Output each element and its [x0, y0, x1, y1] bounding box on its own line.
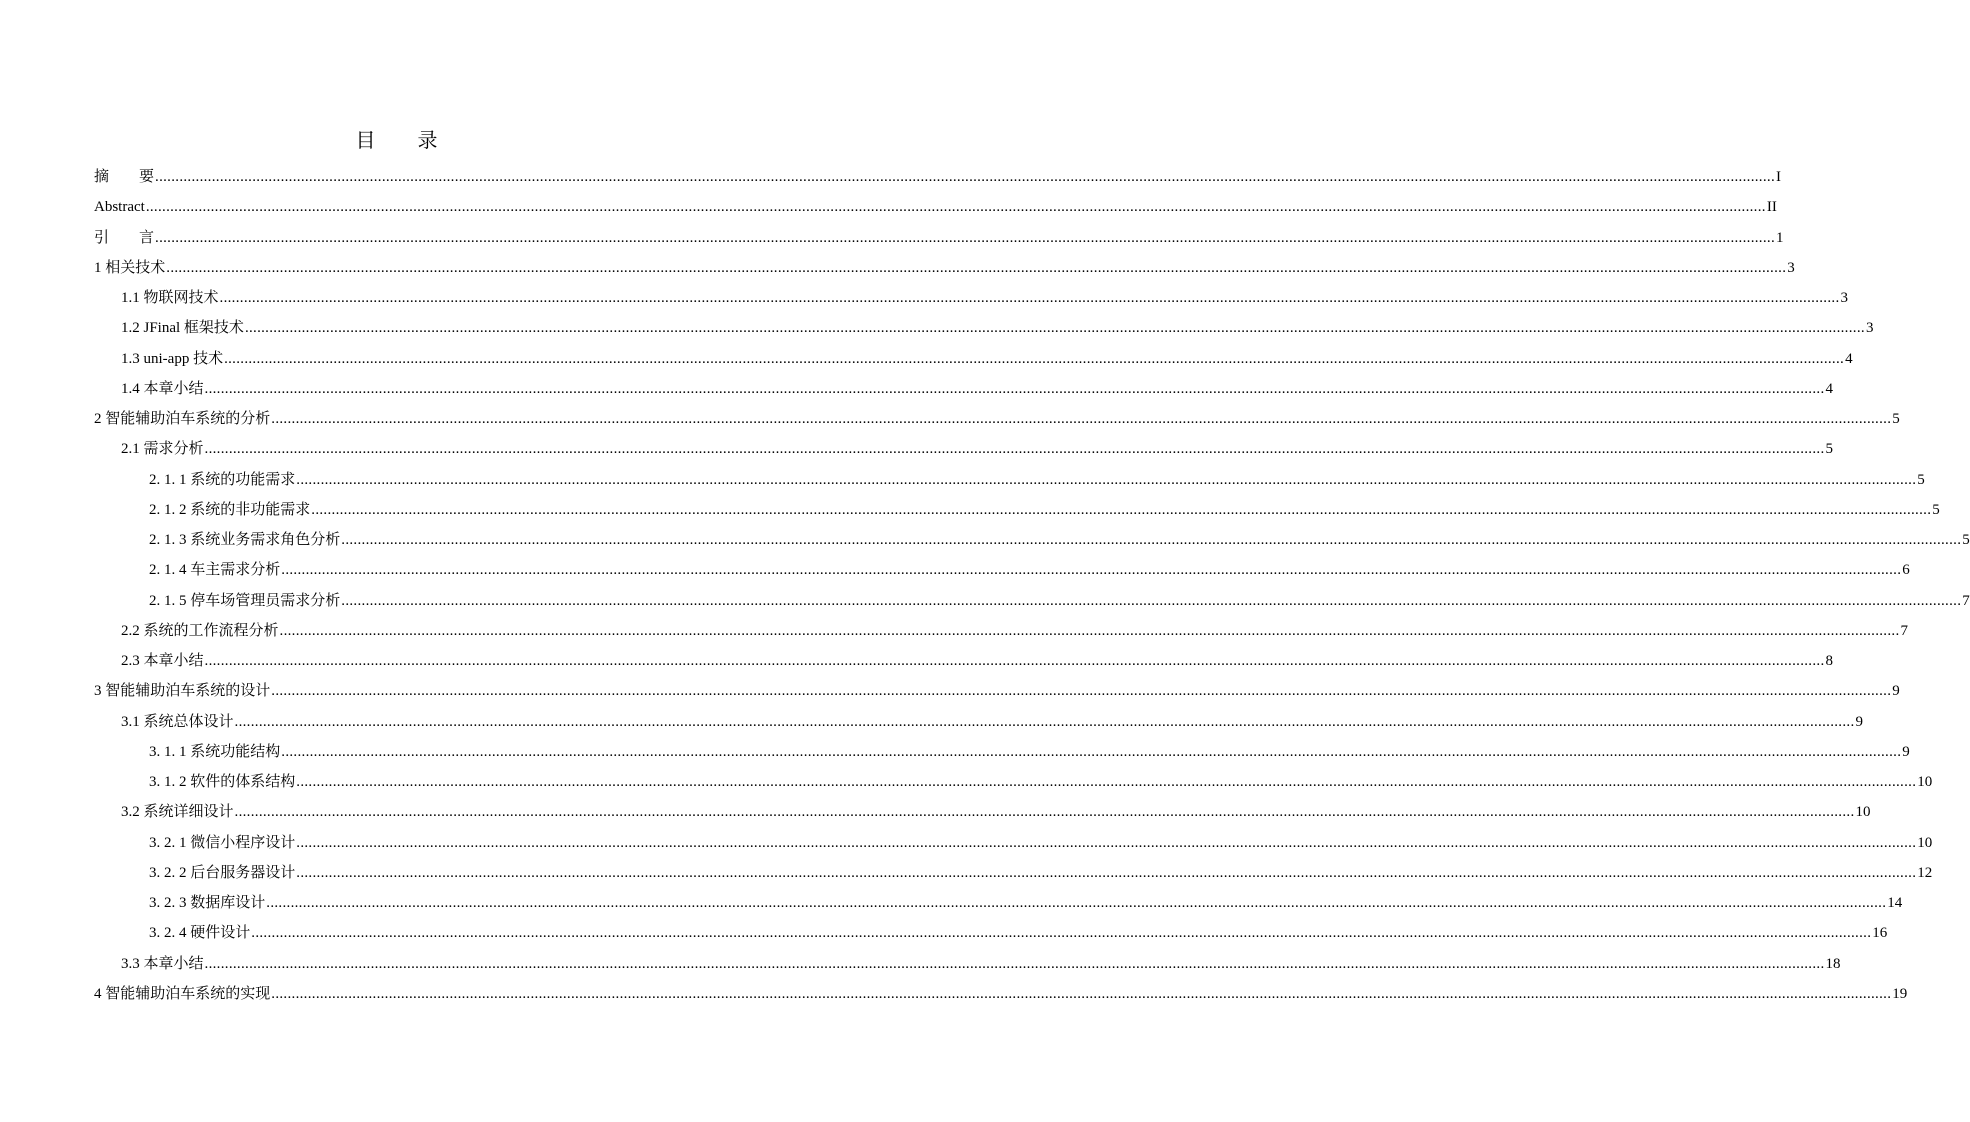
toc-entry-label: 2. 1. 5 停车场管理员需求分析 [149, 592, 341, 609]
toc-entry[interactable] [94, 974, 1908, 1004]
toc-dot-leader: ................................................................................................................................................................................................................................................................................................................................................................................................................ [296, 774, 1917, 790]
toc-dot-leader: ................................................................................................................................................................................................................................................................................................................................................................................................................ [271, 411, 1892, 427]
toc-entry[interactable] [121, 339, 1853, 369]
toc-entry[interactable] [149, 762, 1933, 792]
toc-entry[interactable] [121, 944, 1841, 974]
toc-page-number: 18 [1825, 955, 1841, 972]
toc-entry-label: 2. 1. 3 系统业务需求角色分析 [149, 532, 341, 548]
toc-entry[interactable] [121, 641, 1834, 671]
toc-entry-label: 2.1 需求分析 [121, 441, 204, 458]
toc-dot-leader: ................................................................................................................................................................................................................................................................................................................................................................................................................ [204, 653, 1825, 669]
toc-dot-leader: ................................................................................................................................................................................................................................................................................................................................................................................................................ [271, 683, 1892, 700]
toc-dot-leader: ................................................................................................................................................................................................................................................................................................................................................................................................................ [251, 925, 1872, 942]
toc-entry-label: 1.2 JFinal 框架技术 [121, 320, 244, 337]
toc-entry-label: 3.3 本章小结 [121, 955, 204, 972]
toc-page-number: 10 [1855, 804, 1871, 821]
toc-page-number: 7 [1962, 592, 1970, 609]
toc-page-number: 19 [1892, 985, 1908, 1002]
toc-page-number: 4 [1845, 350, 1853, 367]
toc-dot-leader: ................................................................................................................................................................................................................................................................................................................................................................................................................ [234, 804, 1855, 821]
toc-entry[interactable] [149, 520, 1970, 550]
toc-entry-label: 摘 要 [94, 169, 155, 185]
toc-dot-leader: ................................................................................................................................................................................................................................................................................................................................................................................................................ [296, 864, 1917, 881]
toc-page-number: 5 [1917, 471, 1925, 488]
toc-entry-label: Abstract [94, 199, 145, 216]
toc-entry-label: 1.3 uni-app 技术 [121, 350, 224, 367]
toc-entry-label: 2. 1. 1 系统的功能需求 [149, 471, 296, 488]
toc-entry[interactable] [149, 883, 1903, 913]
toc-page-number: 5 [1932, 501, 1940, 518]
toc-dot-leader: ................................................................................................................................................................................................................................................................................................................................................................................................................ [224, 350, 1845, 367]
toc-page-number: 14 [1887, 895, 1903, 911]
toc-entry-label: 3 智能辅助泊车系统的设计 [94, 683, 271, 700]
toc-page-number: 10 [1917, 774, 1933, 790]
toc-dot-leader: ................................................................................................................................................................................................................................................................................................................................................................................................................ [234, 713, 1855, 730]
toc-entry[interactable] [94, 671, 1900, 701]
title-char-1: 目 [355, 128, 376, 152]
page-title [0, 126, 793, 154]
toc-entry-label: 3. 2. 1 微信小程序设计 [149, 834, 296, 851]
toc-entry-label: 2. 1. 2 系统的非功能需求 [149, 501, 311, 518]
toc-entry-label: 2.3 本章小结 [121, 653, 204, 669]
toc-entry[interactable] [121, 308, 1874, 338]
toc-page-number: 3 [1787, 259, 1795, 276]
toc-entry[interactable] [149, 913, 1888, 943]
toc-dot-leader: ................................................................................................................................................................................................................................................................................................................................................................................................................ [204, 441, 1825, 458]
toc-dot-leader: ................................................................................................................................................................................................................................................................................................................................................................................................................ [296, 834, 1917, 851]
toc-entry-label: 1.1 物联网技术 [121, 290, 219, 306]
toc-page-number: 10 [1917, 834, 1933, 851]
toc-page-number: 12 [1917, 864, 1933, 881]
toc-entry-label: 引 言 [94, 229, 155, 246]
toc-entry-label: 1.4 本章小结 [121, 380, 204, 397]
toc-page-number: 5 [1962, 532, 1970, 548]
toc-entry[interactable] [149, 460, 1925, 490]
toc-page-number: 4 [1825, 380, 1834, 397]
toc-dot-leader: ................................................................................................................................................................................................................................................................................................................................................................................................................ [279, 622, 1900, 639]
toc-page-number: 1 [1776, 229, 1784, 246]
toc-entry[interactable] [121, 369, 1834, 399]
toc-page-number: II [1766, 199, 1777, 216]
toc-page-number: 9 [1892, 683, 1900, 700]
toc-entry[interactable] [121, 429, 1834, 459]
toc-page-number: 5 [1892, 411, 1900, 427]
toc-dot-leader: ................................................................................................................................................................................................................................................................................................................................................................................................................ [341, 532, 1962, 548]
toc-dot-leader: ................................................................................................................................................................................................................................................................................................................................................................................................................ [244, 320, 1865, 337]
toc-dot-leader: ................................................................................................................................................................................................................................................................................................................................................................................................................ [281, 562, 1902, 579]
toc-page-number: 5 [1825, 441, 1834, 458]
toc-entry-label: 3. 2. 4 硬件设计 [149, 925, 251, 942]
toc-entry[interactable] [149, 732, 1910, 762]
toc-entry[interactable] [94, 218, 1784, 248]
toc-entry[interactable] [149, 581, 1970, 611]
toc-entry-label: 3. 1. 2 软件的体系结构 [149, 774, 296, 790]
toc-entry-label: 2 智能辅助泊车系统的分析 [94, 411, 271, 427]
toc-page-number: 3 [1840, 290, 1849, 306]
toc-dot-leader: ................................................................................................................................................................................................................................................................................................................................................................................................................ [155, 229, 1776, 246]
toc-dot-leader: ................................................................................................................................................................................................................................................................................................................................................................................................................ [204, 955, 1825, 972]
toc-entry[interactable] [94, 248, 1795, 278]
toc-page-number: 16 [1872, 925, 1888, 942]
toc-dot-leader: ................................................................................................................................................................................................................................................................................................................................................................................................................ [166, 259, 1787, 276]
toc-dot-leader: ................................................................................................................................................................................................................................................................................................................................................................................................................ [266, 895, 1887, 911]
toc-entry[interactable] [121, 278, 1849, 308]
toc-entry[interactable] [94, 187, 1777, 217]
toc-dot-leader: ................................................................................................................................................................................................................................................................................................................................................................................................................ [311, 501, 1932, 518]
toc-entry[interactable] [149, 490, 1940, 520]
toc-entry[interactable] [149, 823, 1933, 853]
toc-page-number: 6 [1902, 562, 1910, 579]
toc-dot-leader: ................................................................................................................................................................................................................................................................................................................................................................................................................ [341, 592, 1962, 609]
toc-dot-leader: ................................................................................................................................................................................................................................................................................................................................................................................................................ [271, 985, 1892, 1002]
toc-page-number: I [1776, 169, 1782, 185]
toc-entry-label: 3. 2. 3 数据库设计 [149, 895, 266, 911]
toc-entry[interactable] [121, 611, 1909, 641]
toc-entry-label: 2.2 系统的工作流程分析 [121, 622, 279, 639]
toc-page-number: 9 [1902, 743, 1910, 760]
toc-dot-leader: ................................................................................................................................................................................................................................................................................................................................................................................................................ [219, 290, 1840, 306]
toc-dot-leader: ................................................................................................................................................................................................................................................................................................................................................................................................................ [296, 471, 1917, 488]
toc-entry[interactable] [121, 792, 1871, 822]
title-char-2: 录 [417, 128, 438, 152]
toc-dot-leader: ................................................................................................................................................................................................................................................................................................................................................................................................................ [145, 199, 1766, 216]
toc-entry[interactable] [121, 702, 1864, 732]
toc-entry-label: 3. 2. 2 后台服务器设计 [149, 864, 296, 881]
toc-page-number: 8 [1825, 653, 1834, 669]
toc-dot-leader: ................................................................................................................................................................................................................................................................................................................................................................................................................ [204, 380, 1825, 397]
toc-entry[interactable] [94, 399, 1900, 429]
toc-dot-leader: ................................................................................................................................................................................................................................................................................................................................................................................................................ [155, 169, 1776, 185]
toc-entry-label: 3. 1. 1 系统功能结构 [149, 743, 281, 760]
toc-entry-label: 3.1 系统总体设计 [121, 713, 234, 730]
toc-page-number: 7 [1900, 622, 1909, 639]
toc-entry[interactable] [149, 550, 1910, 580]
toc-entry-label: 1 相关技术 [94, 259, 166, 276]
toc-page-number: 9 [1855, 713, 1864, 730]
toc-entry-label: 2. 1. 4 车主需求分析 [149, 562, 281, 579]
toc-entry-label: 4 智能辅助泊车系统的实现 [94, 985, 271, 1002]
toc-page-number: 3 [1865, 320, 1874, 337]
toc-entry[interactable] [94, 157, 1782, 187]
toc-entry-label: 3.2 系统详细设计 [121, 804, 234, 821]
toc-entry[interactable] [149, 853, 1933, 883]
toc-dot-leader: ................................................................................................................................................................................................................................................................................................................................................................................................................ [281, 743, 1902, 760]
